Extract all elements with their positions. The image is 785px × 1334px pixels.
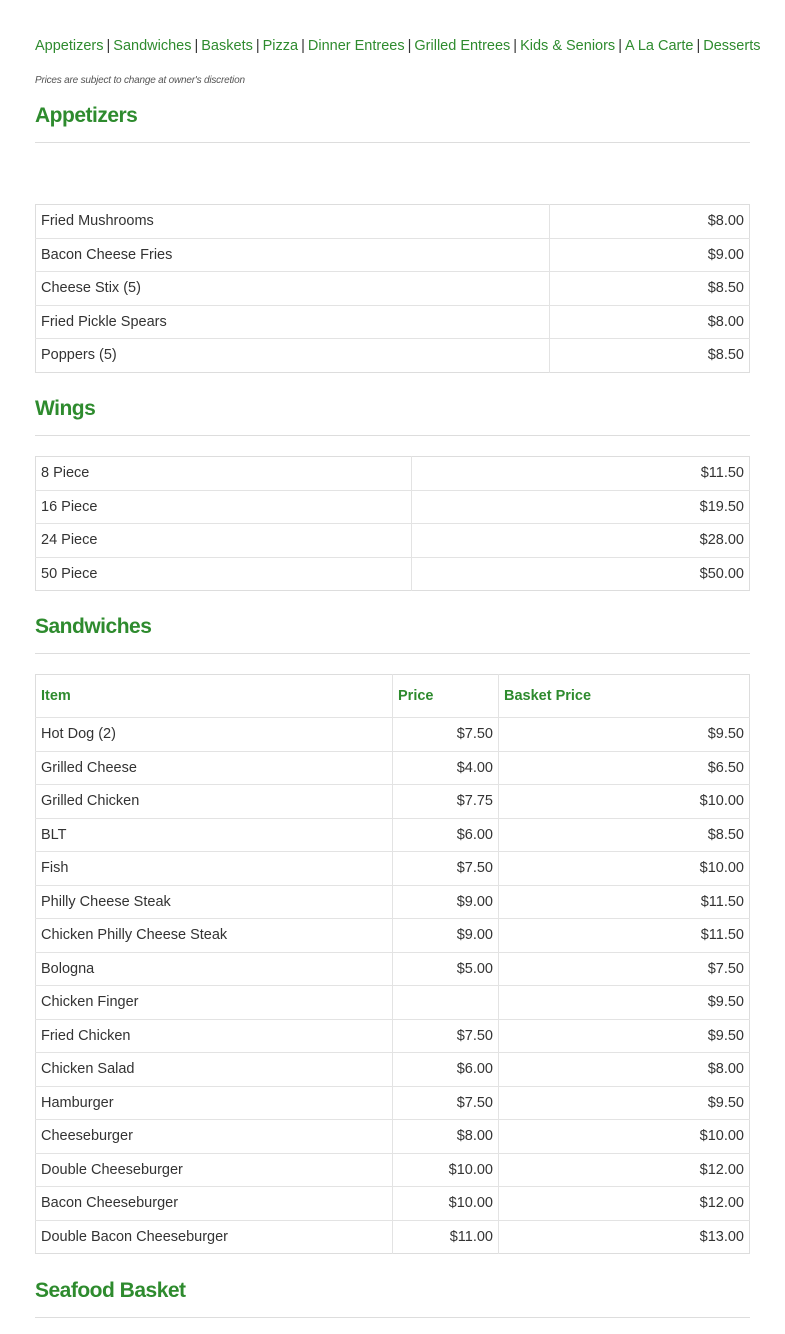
- item-name: Cheeseburger: [36, 1120, 393, 1154]
- table-row: [36, 1019, 750, 1053]
- item-price: $50.00: [412, 557, 750, 591]
- table-row: [36, 785, 750, 819]
- item-price: $8.50: [550, 272, 750, 306]
- section-divider: [35, 142, 750, 143]
- item-name: Poppers (5): [36, 339, 550, 373]
- item-name: Bacon Cheeseburger: [36, 1187, 393, 1221]
- table-header-row: [36, 675, 750, 718]
- item-price: $7.75: [393, 785, 499, 819]
- nav-link-desserts[interactable]: Desserts: [703, 38, 761, 54]
- table-row: [36, 1120, 750, 1154]
- section-title-seafood-basket: Seafood Basket: [35, 1279, 186, 1302]
- nav-separator: |: [513, 38, 518, 54]
- category-nav: [35, 35, 760, 57]
- table-row: [36, 1153, 750, 1187]
- table-row: [36, 919, 750, 953]
- item-name: 16 Piece: [36, 490, 412, 524]
- basket-price: $12.00: [499, 1187, 750, 1221]
- item-price: $10.00: [393, 1187, 499, 1221]
- appetizers-table: [35, 204, 750, 373]
- basket-price: $6.50: [499, 751, 750, 785]
- nav-link-dinner-entrees[interactable]: Dinner Entrees: [307, 38, 405, 54]
- item-name: BLT: [36, 818, 393, 852]
- item-price: $7.50: [393, 1086, 499, 1120]
- table-row: [36, 718, 750, 752]
- item-price: $9.00: [550, 238, 750, 272]
- nav-link-baskets[interactable]: Baskets: [201, 38, 253, 54]
- table-row: [36, 852, 750, 886]
- section-title-wings: Wings: [35, 397, 96, 420]
- item-price: $7.50: [393, 1019, 499, 1053]
- item-price: $8.00: [393, 1120, 499, 1154]
- table-row: [36, 885, 750, 919]
- nav-link-sandwiches[interactable]: Sandwiches: [113, 38, 192, 54]
- item-price: $6.00: [393, 1053, 499, 1087]
- table-row: [36, 952, 750, 986]
- basket-price: $12.00: [499, 1153, 750, 1187]
- column-header-item: Item: [41, 688, 71, 704]
- item-name: Cheese Stix (5): [36, 272, 550, 306]
- nav-link-grilled-entrees[interactable]: Grilled Entrees: [414, 38, 511, 54]
- nav-separator: |: [194, 38, 199, 54]
- table-row: [36, 457, 750, 491]
- basket-price: $8.00: [499, 1053, 750, 1087]
- basket-price: $8.50: [499, 818, 750, 852]
- nav-link-appetizers[interactable]: Appetizers: [35, 38, 104, 54]
- item-name: Grilled Chicken: [36, 785, 393, 819]
- basket-price: $11.50: [499, 919, 750, 953]
- item-price: $11.00: [393, 1220, 499, 1254]
- nav-separator: |: [106, 38, 111, 54]
- item-price: $6.00: [393, 818, 499, 852]
- item-name: Double Cheeseburger: [36, 1153, 393, 1187]
- nav-separator: |: [255, 38, 260, 54]
- nav-separator: |: [301, 38, 305, 54]
- item-name: Bacon Cheese Fries: [36, 238, 550, 272]
- item-name: Chicken Finger: [36, 986, 393, 1020]
- item-name: Hamburger: [36, 1086, 393, 1120]
- table-row: [36, 238, 750, 272]
- item-name: Chicken Salad: [36, 1053, 393, 1087]
- basket-price: $10.00: [499, 785, 750, 819]
- nav-separator: |: [618, 38, 622, 54]
- item-price: $19.50: [412, 490, 750, 524]
- table-row: [36, 1187, 750, 1221]
- item-name: Grilled Cheese: [36, 751, 393, 785]
- column-header-price: Price: [393, 675, 499, 718]
- table-row: [36, 524, 750, 558]
- basket-price: $9.50: [499, 1019, 750, 1053]
- price-disclaimer: Prices are subject to change at owner's discretion: [35, 75, 245, 86]
- table-row: [36, 1086, 750, 1120]
- basket-price: $9.50: [499, 986, 750, 1020]
- table-row: [36, 1220, 750, 1254]
- column-header-basket-price: Basket Price: [499, 675, 750, 718]
- item-price: $8.00: [550, 305, 750, 339]
- item-name: Bologna: [36, 952, 393, 986]
- basket-price: $7.50: [499, 952, 750, 986]
- sandwiches-table: [35, 674, 750, 1254]
- nav-link-a-la-carte[interactable]: A La Carte: [624, 38, 694, 54]
- item-name: 24 Piece: [36, 524, 412, 558]
- nav-separator: |: [407, 38, 412, 54]
- nav-separator: |: [696, 38, 701, 54]
- table-row: [36, 986, 750, 1020]
- item-name: Double Bacon Cheeseburger: [36, 1220, 393, 1254]
- item-name: Fried Pickle Spears: [36, 305, 550, 339]
- item-price: [393, 986, 499, 1020]
- item-price: $4.00: [393, 751, 499, 785]
- basket-price: $9.50: [499, 718, 750, 752]
- item-price: $9.00: [393, 885, 499, 919]
- item-name: 8 Piece: [41, 465, 90, 482]
- item-price: $5.00: [393, 952, 499, 986]
- item-price: $9.00: [393, 919, 499, 953]
- basket-price: $10.00: [499, 1120, 750, 1154]
- section-divider: [35, 1317, 750, 1318]
- table-row: [36, 1053, 750, 1087]
- nav-link-pizza[interactable]: Pizza: [262, 38, 299, 54]
- table-row: [36, 272, 750, 306]
- item-price: $11.50: [412, 457, 750, 491]
- item-price: $8.50: [550, 339, 750, 373]
- section-divider: [35, 653, 750, 654]
- section-divider: [35, 435, 750, 436]
- item-price: $8.00: [550, 205, 750, 239]
- section-title-sandwiches: Sandwiches: [35, 615, 152, 638]
- basket-price: $11.50: [499, 885, 750, 919]
- item-price: $28.00: [412, 524, 750, 558]
- basket-price: $10.00: [499, 852, 750, 886]
- table-row: [36, 205, 750, 239]
- basket-price: $13.00: [499, 1220, 750, 1254]
- table-row: [36, 751, 750, 785]
- table-row: [36, 305, 750, 339]
- item-name: Fried Chicken: [36, 1019, 393, 1053]
- nav-link-kids-seniors[interactable]: Kids & Seniors: [520, 38, 616, 54]
- section-title-appetizers: Appetizers: [35, 104, 138, 127]
- item-name: Philly Cheese Steak: [36, 885, 393, 919]
- table-row: [36, 490, 750, 524]
- item-name: Hot Dog (2): [36, 718, 393, 752]
- item-name: Fried Mushrooms: [41, 213, 154, 230]
- basket-price: $9.50: [499, 1086, 750, 1120]
- item-price: $10.00: [393, 1153, 499, 1187]
- item-name: Fish: [36, 852, 393, 886]
- table-row: [36, 818, 750, 852]
- table-row: [36, 557, 750, 591]
- wings-table: [35, 456, 750, 591]
- table-row: [36, 339, 750, 373]
- item-name: 50 Piece: [36, 557, 412, 591]
- item-name: Chicken Philly Cheese Steak: [36, 919, 393, 953]
- item-price: $7.50: [393, 852, 499, 886]
- item-price: $7.50: [393, 718, 499, 752]
